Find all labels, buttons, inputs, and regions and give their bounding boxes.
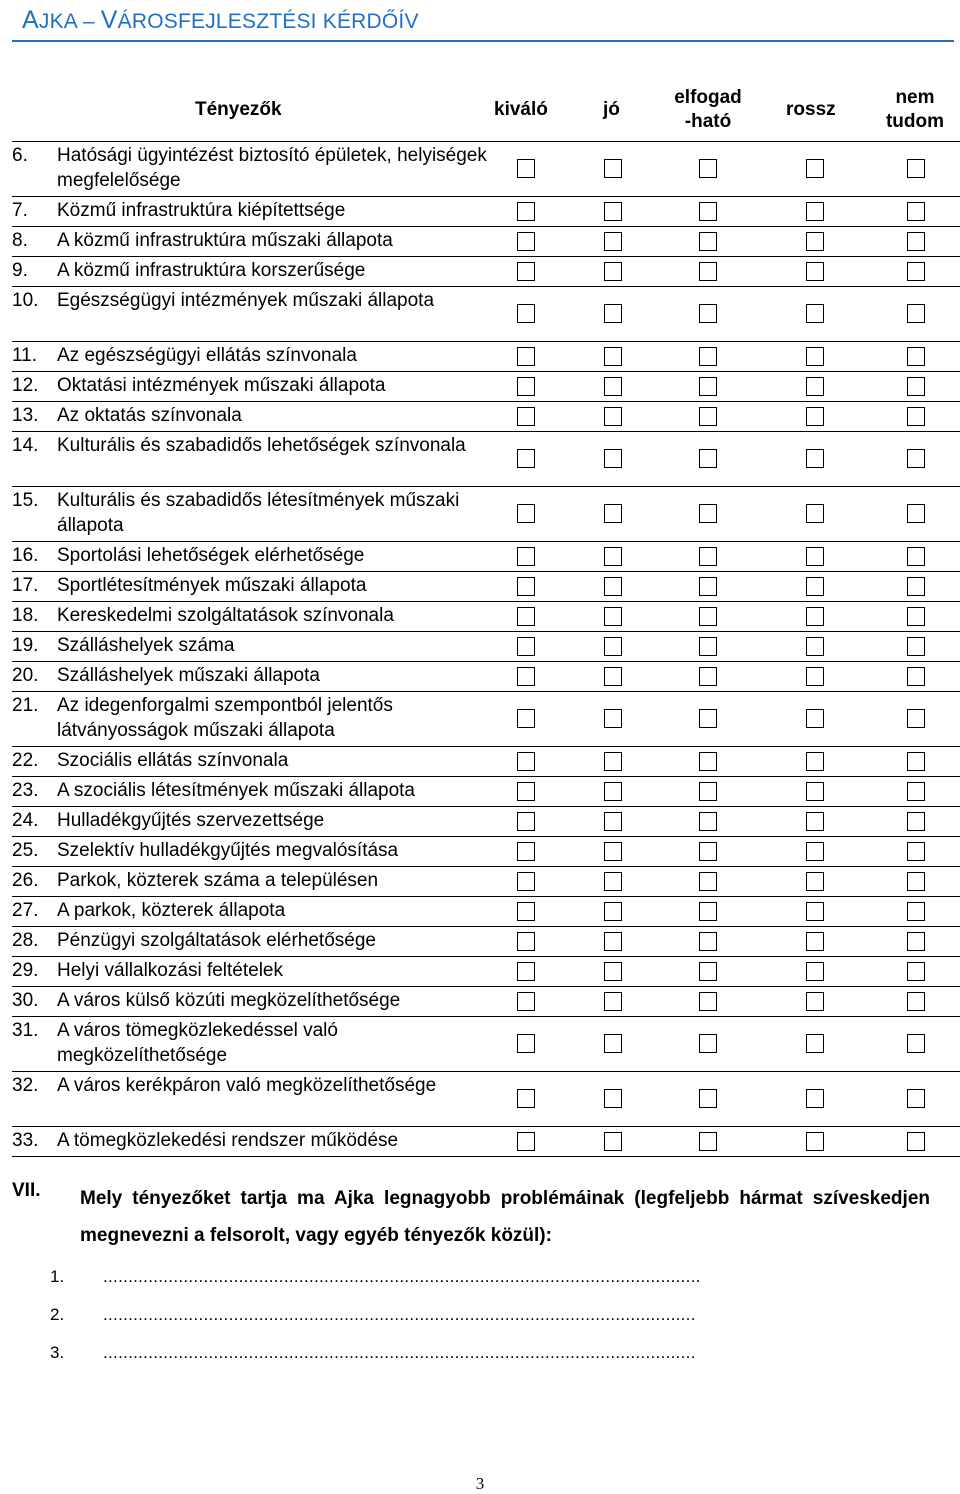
checkbox-excellent[interactable] [517,577,535,596]
checkbox-dont-know[interactable] [907,872,925,891]
checkbox-acceptable[interactable] [699,407,717,426]
checkbox-bad[interactable] [806,842,824,861]
checkbox-good[interactable] [604,1089,622,1108]
checkbox-bad[interactable] [806,577,824,596]
row-label: Hulladékgyűjtés szervezettsége [57,810,325,831]
row-number: 8. [12,230,28,251]
row-number: 14. [12,435,39,456]
checkbox-dont-know[interactable] [907,812,925,831]
header-dont-know: nem tudom [885,87,945,132]
checkbox-good[interactable] [604,667,622,686]
row-number: 16. [12,545,39,566]
checkbox-dont-know[interactable] [907,752,925,771]
checkbox-bad[interactable] [806,637,824,656]
checkbox-dont-know[interactable] [907,504,925,523]
row-number: 21. [12,695,39,716]
row-number: 27. [12,900,39,921]
checkbox-good[interactable] [604,812,622,831]
checkbox-bad[interactable] [806,992,824,1011]
row-label: Az oktatás színvonala [57,405,242,426]
checkbox-good[interactable] [604,782,622,801]
checkbox-acceptable[interactable] [699,577,717,596]
checkbox-dont-know[interactable] [907,782,925,801]
row-label: A város tömegközlekedéssel való megközelíthetősége [57,1020,338,1066]
row-number: 10. [12,290,39,311]
table-row [0,631,960,661]
row-label: Kereskedelmi szolgáltatások színvonala [57,605,394,626]
table-row [0,806,960,836]
checkbox-bad[interactable] [806,902,824,921]
row-label: A tömegközlekedési rendszer működése [57,1130,399,1151]
row-number: 28. [12,930,39,951]
checkbox-acceptable[interactable] [699,202,717,221]
checkbox-good[interactable] [604,992,622,1011]
checkbox-dont-know[interactable] [907,1034,925,1053]
checkbox-acceptable[interactable] [699,782,717,801]
table-row [0,926,960,956]
checkbox-excellent[interactable] [517,992,535,1011]
checkbox-excellent[interactable] [517,607,535,626]
checkbox-acceptable[interactable] [699,159,717,178]
row-number: 6. [12,145,28,166]
question-text: Mely tényezőket tartja ma Ajka legnagyobb problémáinak (legfeljebb hármat szíveskedjen megnevezni a felsorolt, vagy egyéb tényezők közül): [80,1188,930,1246]
checkbox-dont-know[interactable] [907,1089,925,1108]
table-row [0,746,960,776]
checkbox-acceptable[interactable] [699,637,717,656]
checkbox-good[interactable] [604,347,622,366]
row-number: 15. [12,490,39,511]
checkbox-bad[interactable] [806,1132,824,1151]
checkbox-excellent[interactable] [517,407,535,426]
checkbox-bad[interactable] [806,872,824,891]
table-row [0,866,960,896]
row-label: Az egészségügyi ellátás színvonala [57,345,357,366]
checkbox-acceptable[interactable] [699,449,717,468]
row-label: Sportlétesítmények műszaki állapota [57,575,367,596]
checkbox-excellent[interactable] [517,232,535,251]
checkbox-bad[interactable] [806,407,824,426]
table-row [0,1016,960,1071]
checkbox-acceptable[interactable] [699,1132,717,1151]
checkbox-excellent[interactable] [517,752,535,771]
checkbox-bad[interactable] [806,962,824,981]
checkbox-bad[interactable] [806,547,824,566]
row-label: Kulturális és szabadidős lehetőségek színvonala [57,435,466,456]
checkbox-bad[interactable] [806,347,824,366]
checkbox-acceptable[interactable] [699,262,717,281]
checkbox-bad[interactable] [806,812,824,831]
checkbox-bad[interactable] [806,782,824,801]
checkbox-dont-know[interactable] [907,262,925,281]
row-number: 30. [12,990,39,1011]
checkbox-good[interactable] [604,377,622,396]
checkbox-good[interactable] [604,449,622,468]
checkbox-acceptable[interactable] [699,842,717,861]
checkbox-excellent[interactable] [517,449,535,468]
checkbox-excellent[interactable] [517,262,535,281]
checkbox-bad[interactable] [806,667,824,686]
row-number: 7. [12,200,28,221]
row-number: 24. [12,810,39,831]
checkbox-excellent[interactable] [517,667,535,686]
checkbox-acceptable[interactable] [699,377,717,396]
row-label: Szálláshelyek műszaki állapota [57,665,320,686]
checkbox-bad[interactable] [806,304,824,323]
checkbox-dont-know[interactable] [907,932,925,951]
row-number: 25. [12,840,39,861]
checkbox-dont-know[interactable] [907,667,925,686]
checkbox-excellent[interactable] [517,932,535,951]
checkbox-good[interactable] [604,232,622,251]
checkbox-excellent[interactable] [517,782,535,801]
checkbox-good[interactable] [604,872,622,891]
row-label: Pénzügyi szolgáltatások elérhetősége [57,930,376,951]
checkbox-acceptable[interactable] [699,812,717,831]
checkbox-dont-know[interactable] [907,407,925,426]
table-row [0,601,960,631]
table-row [0,141,960,196]
row-number: 19. [12,635,39,656]
table-row [0,661,960,691]
checkbox-acceptable[interactable] [699,667,717,686]
checkbox-bad[interactable] [806,377,824,396]
row-label: Helyi vállalkozási feltételek [57,960,283,981]
checkbox-good[interactable] [604,504,622,523]
row-number: 11. [12,345,38,366]
checkbox-good[interactable] [604,159,622,178]
checkbox-bad[interactable] [806,202,824,221]
row-label: A város külső közúti megközelíthetősége [57,990,401,1011]
checkbox-acceptable[interactable] [699,932,717,951]
row-label: Szociális ellátás színvonala [57,750,289,771]
checkbox-acceptable[interactable] [699,547,717,566]
checkbox-excellent[interactable] [517,504,535,523]
table-row [0,956,960,986]
checkbox-good[interactable] [604,1132,622,1151]
checkbox-acceptable[interactable] [699,902,717,921]
checkbox-bad[interactable] [806,232,824,251]
checkbox-acceptable[interactable] [699,232,717,251]
checkbox-good[interactable] [604,547,622,566]
row-label: Hatósági ügyintézést biztosító épületek, helyiségek megfelelősége [57,145,487,191]
checkbox-acceptable[interactable] [699,1034,717,1053]
row-label: A közmű infrastruktúra korszerűsége [57,260,366,281]
checkbox-acceptable[interactable] [699,992,717,1011]
checkbox-good[interactable] [604,962,622,981]
row-label: Szelektív hulladékgyűjtés megvalósítása [57,840,399,861]
row-label: A város kerékpáron való megközelíthetősége [57,1075,437,1096]
row-label: A parkok, közterek állapota [57,900,286,921]
checkbox-good[interactable] [604,637,622,656]
row-label: Közmű infrastruktúra kiépítettsége [57,200,346,221]
checkbox-excellent[interactable] [517,202,535,221]
header-excellent: kiváló [494,99,548,120]
row-label: A közmű infrastruktúra műszaki állapota [57,230,393,251]
checkbox-good[interactable] [604,607,622,626]
checkbox-excellent[interactable] [517,637,535,656]
table-row [0,371,960,401]
row-divider [12,1156,960,1157]
row-label: Az idegenforgalmi szempontból jelentős látványosságok műszaki állapota [57,695,393,741]
row-number: 29. [12,960,39,981]
row-number: 18. [12,605,39,626]
checkbox-dont-know[interactable] [907,902,925,921]
checkbox-dont-know[interactable] [907,159,925,178]
row-number: 13. [12,405,39,426]
checkbox-good[interactable] [604,752,622,771]
table-row [0,196,960,226]
row-number: 23. [12,780,39,801]
checkbox-dont-know[interactable] [907,232,925,251]
checkbox-dont-know[interactable] [907,637,925,656]
table-row [0,691,960,746]
checkbox-excellent[interactable] [517,842,535,861]
table-row [0,226,960,256]
table-row [0,541,960,571]
checkbox-good[interactable] [604,709,622,728]
question-number: VII. [12,1180,41,1201]
row-label: Szálláshelyek száma [57,635,235,656]
table-row [0,1126,960,1156]
checkbox-good[interactable] [604,902,622,921]
checkbox-excellent[interactable] [517,547,535,566]
checkbox-acceptable[interactable] [699,347,717,366]
checkbox-good[interactable] [604,407,622,426]
checkbox-dont-know[interactable] [907,377,925,396]
table-row [0,1071,960,1126]
checkbox-excellent[interactable] [517,1089,535,1108]
checkbox-good[interactable] [604,304,622,323]
checkbox-excellent[interactable] [517,159,535,178]
header-good: jó [603,99,620,120]
checkbox-good[interactable] [604,842,622,861]
checkbox-bad[interactable] [806,709,824,728]
checkbox-excellent[interactable] [517,812,535,831]
checkbox-dont-know[interactable] [907,577,925,596]
row-label: Sportolási lehetőségek elérhetősége [57,545,365,566]
table-row [0,341,960,371]
table-row [0,836,960,866]
checkbox-acceptable[interactable] [699,872,717,891]
checkbox-good[interactable] [604,262,622,281]
row-number: 26. [12,870,39,891]
checkbox-bad[interactable] [806,449,824,468]
checkbox-dont-know[interactable] [907,347,925,366]
checkbox-excellent[interactable] [517,962,535,981]
checkbox-excellent[interactable] [517,872,535,891]
checkbox-dont-know[interactable] [907,992,925,1011]
checkbox-excellent[interactable] [517,1034,535,1053]
table-row [0,571,960,601]
row-label: Kulturális és szabadidős létesítmények műszaki állapota [57,490,460,536]
checkbox-dont-know[interactable] [907,962,925,981]
checkbox-excellent[interactable] [517,347,535,366]
checkbox-acceptable[interactable] [699,607,717,626]
checkbox-acceptable[interactable] [699,504,717,523]
checkbox-bad[interactable] [806,262,824,281]
table-row [0,256,960,286]
row-label: A szociális létesítmények műszaki állapota [57,780,415,801]
row-number: 17. [12,575,39,596]
row-number: 20. [12,665,39,686]
row-number: 33. [12,1130,39,1151]
row-number: 22. [12,750,39,771]
header-factors: Tényezők [195,99,282,120]
checkbox-excellent[interactable] [517,1132,535,1151]
checkbox-good[interactable] [604,1034,622,1053]
checkbox-acceptable[interactable] [699,1089,717,1108]
table-row [0,776,960,806]
header-acceptable: elfogad -ható [674,87,742,132]
checkbox-excellent[interactable] [517,304,535,323]
checkbox-acceptable[interactable] [699,962,717,981]
checkbox-bad[interactable] [806,932,824,951]
table-row [0,401,960,431]
row-number: 31. [12,1020,39,1041]
checkbox-good[interactable] [604,932,622,951]
checkbox-dont-know[interactable] [907,304,925,323]
table-row [0,486,960,541]
checkbox-bad[interactable] [806,504,824,523]
row-number: 9. [12,260,28,281]
checkbox-bad[interactable] [806,159,824,178]
table-row [0,431,960,486]
title-underline [12,40,954,42]
checkbox-bad[interactable] [806,1089,824,1108]
row-number: 12. [12,375,39,396]
checkbox-good[interactable] [604,577,622,596]
checkbox-dont-know[interactable] [907,202,925,221]
checkbox-dont-know[interactable] [907,607,925,626]
header-bad: rossz [786,99,836,120]
checkbox-dont-know[interactable] [907,1132,925,1151]
checkbox-good[interactable] [604,202,622,221]
checkbox-acceptable[interactable] [699,709,717,728]
table-row [0,286,960,341]
checkbox-bad[interactable] [806,752,824,771]
row-label: Oktatási intézmények műszaki állapota [57,375,386,396]
checkbox-dont-know[interactable] [907,547,925,566]
checkbox-excellent[interactable] [517,709,535,728]
row-label: Egészségügyi intézmények műszaki állapota [57,290,435,311]
checkbox-acceptable[interactable] [699,304,717,323]
checkbox-acceptable[interactable] [699,752,717,771]
checkbox-dont-know[interactable] [907,709,925,728]
checkbox-excellent[interactable] [517,377,535,396]
checkbox-dont-know[interactable] [907,449,925,468]
table-row [0,896,960,926]
page-title: AJKA – VÁROSFEJLESZTÉSI KÉRDŐÍV [22,6,419,34]
table-row [0,986,960,1016]
checkbox-excellent[interactable] [517,902,535,921]
checkbox-bad[interactable] [806,607,824,626]
checkbox-bad[interactable] [806,1034,824,1053]
checkbox-dont-know[interactable] [907,842,925,861]
row-label: Parkok, közterek száma a településen [57,870,379,891]
row-number: 32. [12,1075,39,1096]
page-number: 3 [475,1474,485,1493]
